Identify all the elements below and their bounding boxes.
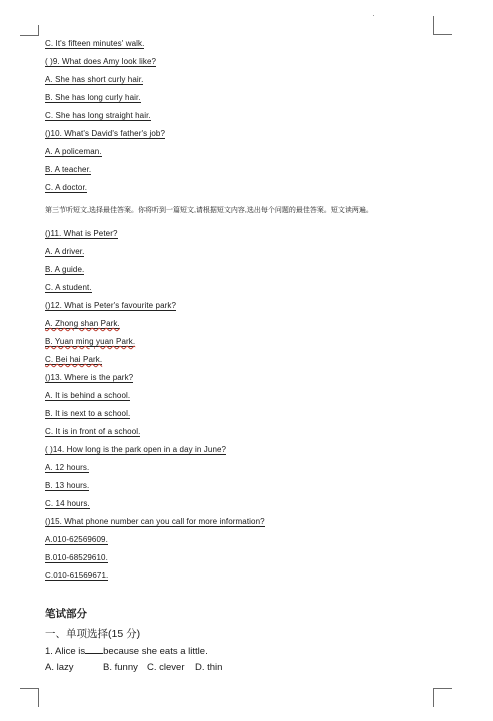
answer-option: C. It is in front of a school. <box>45 427 141 436</box>
answer-option: C. 14 hours. <box>45 499 90 508</box>
answer-option: B. Yuan ming yuan Park. <box>45 337 136 346</box>
section-3-instruction: 第三节听短文,选择最佳答案。你将听到一篇短文,请根据短文内容,选出每个问题的最佳答案。短文读两遍。 <box>45 207 373 214</box>
crop-mark-bottom-left <box>20 688 39 707</box>
answer-option: C.010-61569671. <box>45 571 109 580</box>
question-9: ( )9. What does Amy look like? <box>45 57 157 66</box>
option-a: A. lazy <box>45 662 74 673</box>
answer-option: B. A guide. <box>45 265 85 274</box>
crop-mark-top-left <box>20 25 39 36</box>
answer-option: A. She has short curly hair. <box>45 75 144 84</box>
written-part-heading: 笔试部分 <box>45 608 87 620</box>
answer-option: B.010-68529610. <box>45 553 108 562</box>
answer-option: B. She has long curly hair. <box>45 93 141 102</box>
answer-option: C. Bei hai Park. <box>45 355 103 364</box>
answer-option: A. It is behind a school. <box>45 391 131 400</box>
section-1-heading: 一、单项选择(15 分) <box>45 628 141 640</box>
question-14: ( )14. How long is the park open in a day in June? <box>45 445 227 454</box>
question-1-stem-end: because she eats a little. <box>103 646 208 657</box>
question-13: ()13. Where is the park? <box>45 373 134 382</box>
question-12: ()12. What is Peter's favourite park? <box>45 301 177 310</box>
question-11: ()11. What is Peter? <box>45 229 118 238</box>
answer-option: B. 13 hours. <box>45 481 90 490</box>
answer-option: A. A driver. <box>45 247 85 256</box>
answer-option: A. A policeman. <box>45 147 102 156</box>
question-1-stem-start: 1. Alice is <box>45 646 86 657</box>
question-1 <box>45 644 208 657</box>
crop-mark-top-right <box>433 16 452 35</box>
question-15: ()15. What phone number can you call for more information? <box>45 517 265 526</box>
answer-option: A. Zhong shan Park. <box>45 319 120 328</box>
question-10: ()10. What's David's father's job? <box>45 129 166 138</box>
answer-blank[interactable] <box>85 644 103 654</box>
answer-option: C. It's fifteen minutes' walk. <box>45 39 145 48</box>
answer-option: A. 12 hours. <box>45 463 90 472</box>
answer-option: B. It is next to a school. <box>45 409 131 418</box>
answer-option: C. She has long straight hair. <box>45 111 151 120</box>
crop-mark-bottom-right <box>433 688 452 707</box>
answer-option: B. A teacher. <box>45 165 92 174</box>
option-c: C. clever <box>147 662 185 673</box>
answer-option: C. A doctor. <box>45 183 88 192</box>
option-b: B. funny <box>103 662 138 673</box>
answer-option: A.010-62569609. <box>45 535 108 544</box>
question-1-options <box>45 662 222 673</box>
option-d: D. thin <box>195 662 223 673</box>
speck <box>373 15 374 16</box>
answer-option: C. A student. <box>45 283 92 292</box>
